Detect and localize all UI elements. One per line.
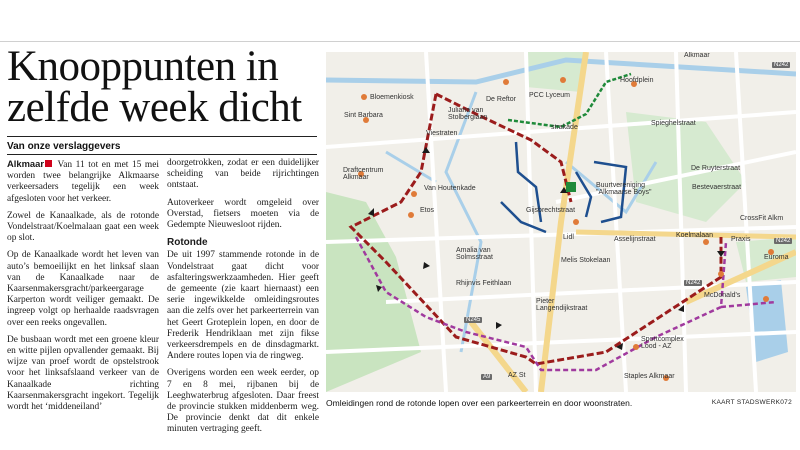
- map-label-crossfit: CrossFit Alkm: [740, 215, 784, 222]
- paragraph: Op de Kanaalkade wordt het leven van auto’s bemoeilijkt en het linksaf slaan van de Kanaalkade naar de Kaarsenmakersgracht/parkeergarage Karperton wordt veiliger gemaakt. De ingreep volgt op herhaalde raadsvragen over een reeks ongevallen.: [7, 250, 159, 328]
- article-column-1: [7, 158, 159, 419]
- road-shield: N242: [774, 62, 789, 68]
- map-label-etos: Etos: [420, 207, 435, 214]
- map-label-asselijnstraat: Asselijnstraat: [614, 236, 656, 243]
- map-label-juliana: Juliana van Stolberglaan: [448, 107, 488, 121]
- map-label-lidl: Lidl: [563, 234, 574, 241]
- map-label-bestevaerstraat: Bestevaerstraat: [692, 184, 742, 191]
- roundabout-closure-marker: [566, 182, 576, 192]
- road-shield: N242: [686, 280, 701, 286]
- map-caption: Omleidingen rond de rotonde lopen over een parkeerterrein en door woonstraten.: [326, 398, 633, 408]
- map-label-pieter: Pieter Langendijkstraat: [536, 298, 588, 312]
- paragraph: Zowel de Kanaalkade, als de rotonde Vondelstraat/Koelmalaan gaat een week op slot.: [7, 210, 159, 244]
- paragraph: [7, 158, 159, 205]
- map-label-praxis: Praxis: [731, 236, 751, 243]
- map-label-sportcomplex: Sportcomplex Lood - AZ: [641, 336, 684, 350]
- map-label-buurtvereniging: Buurtvereniging "Alkmaarse Boys": [596, 182, 652, 196]
- paragraph: Overigens worden een week eerder, op 7 en 8 mei, rijbanen bij de Leeghwaterbrug afgesloten. Daar freest de provincie stukken middenberm weg. De provincie denkt dat dit enkele minuten vertraging geeft.: [167, 368, 319, 435]
- paragraph-text: Van 11 tot en met 15 mei worden twee belangrijke Alkmaarse verkeersaders tegelijk een week afgesloten voor het verkeer.: [7, 160, 159, 204]
- map-graphic: [326, 52, 796, 392]
- paragraph: doorgetrokken, zodat er een duidelijker scheiding van beide rijrichtingen ontstaat.: [167, 158, 319, 191]
- map-label-gijsbrechtstraat: Gijsbrechtstraat: [526, 207, 576, 214]
- road-shield: N245: [466, 317, 481, 323]
- map-label-rhijnvis: Rhijnvis Feithlaan: [456, 280, 512, 287]
- map-label-bloemenkiosk: Bloemenkiosk: [370, 94, 414, 101]
- byline-rule-top: [7, 136, 317, 137]
- park-area: [326, 192, 421, 392]
- map-label-spieghelstraat: Spieghelstraat: [651, 120, 696, 127]
- map-label-sint-barbara: Sint Barbara: [344, 112, 383, 119]
- map-label-mcdonalds: McDonald's: [704, 292, 741, 299]
- subheading: Rotonde: [167, 237, 208, 249]
- map-label-staples: Staples Alkmaar: [624, 373, 675, 380]
- map-label-viestraten: Viestraten: [426, 130, 458, 137]
- article-column-2: [167, 158, 319, 442]
- map-label-van-houtenkade: Van Houtenkade: [424, 185, 476, 192]
- map-label-amalia: Amalia van Solmsstraat: [456, 247, 493, 261]
- canal: [386, 152, 436, 182]
- map-label-pcc-lyceum: PCC Lyceum: [529, 92, 570, 99]
- map-label-melis-stokelaan: Melis Stokelaan: [561, 257, 611, 264]
- red-square-marker: [45, 160, 52, 167]
- map-label-strakade: strakade: [551, 124, 578, 131]
- map-label-euroma: Euroma: [764, 254, 789, 261]
- dateline: Alkmaar: [7, 158, 45, 169]
- headline: Knooppunten in zelfde week dicht: [7, 43, 302, 131]
- map-label-hoofdplein: Hoofdplein: [620, 77, 654, 84]
- detour-map: [326, 52, 796, 392]
- paragraph: Autoverkeer wordt omgeleid over Overstad, fietsers moeten via de Gedempte Nieuwesloot rijden.: [167, 197, 319, 231]
- map-label-de-reftor: De Reftor: [486, 96, 516, 103]
- paragraph: De uit 1997 stammende rotonde in de Vondelstraat gaat dicht voor asfalteringswerkzaamheden. Hier geeft de gemeente (zie kaart hiernaast) een serie ingewikkelde omleidingsroutes aan die zelfs over het parkeerterrein van het Geert Groteplein lopen, en door de Frederik Hendriklaan met zijn fikse verkeersdrempels en de dinsdagmarkt. Andere routes lopen via de ringweg.: [167, 250, 319, 362]
- byline: Van onze verslaggevers: [7, 141, 121, 152]
- map-label-draftcentrum: Draftcentrum Alkmaar: [343, 167, 384, 181]
- map-label-alkmaar: Alkmaar: [684, 52, 710, 59]
- main-road: [471, 322, 526, 392]
- paragraph: De busbaan wordt met een groene kleur en witte pijlen opvallender gemaakt. Bij wijze van proef wordt de opstelstrook voor het linksafslaand verkeer van de Kanaalkade richting Kaarsenmakersgracht ingekort. Tegelijk wordt het ‘middeneiland’: [7, 334, 159, 413]
- map-label-de-ruyterstraat: De Ruyterstraat: [691, 165, 741, 172]
- top-rule: [0, 41, 800, 42]
- road-shield: A9: [483, 374, 491, 380]
- byline-rule-bottom: [7, 154, 317, 155]
- map-label-koelmalaan: Koelmalaan: [676, 232, 713, 239]
- park-area: [526, 52, 586, 92]
- road-shield: N242: [776, 238, 791, 244]
- map-credit: KAART STADSWERK072: [711, 399, 792, 406]
- map-label-az: AZ St: [508, 372, 526, 379]
